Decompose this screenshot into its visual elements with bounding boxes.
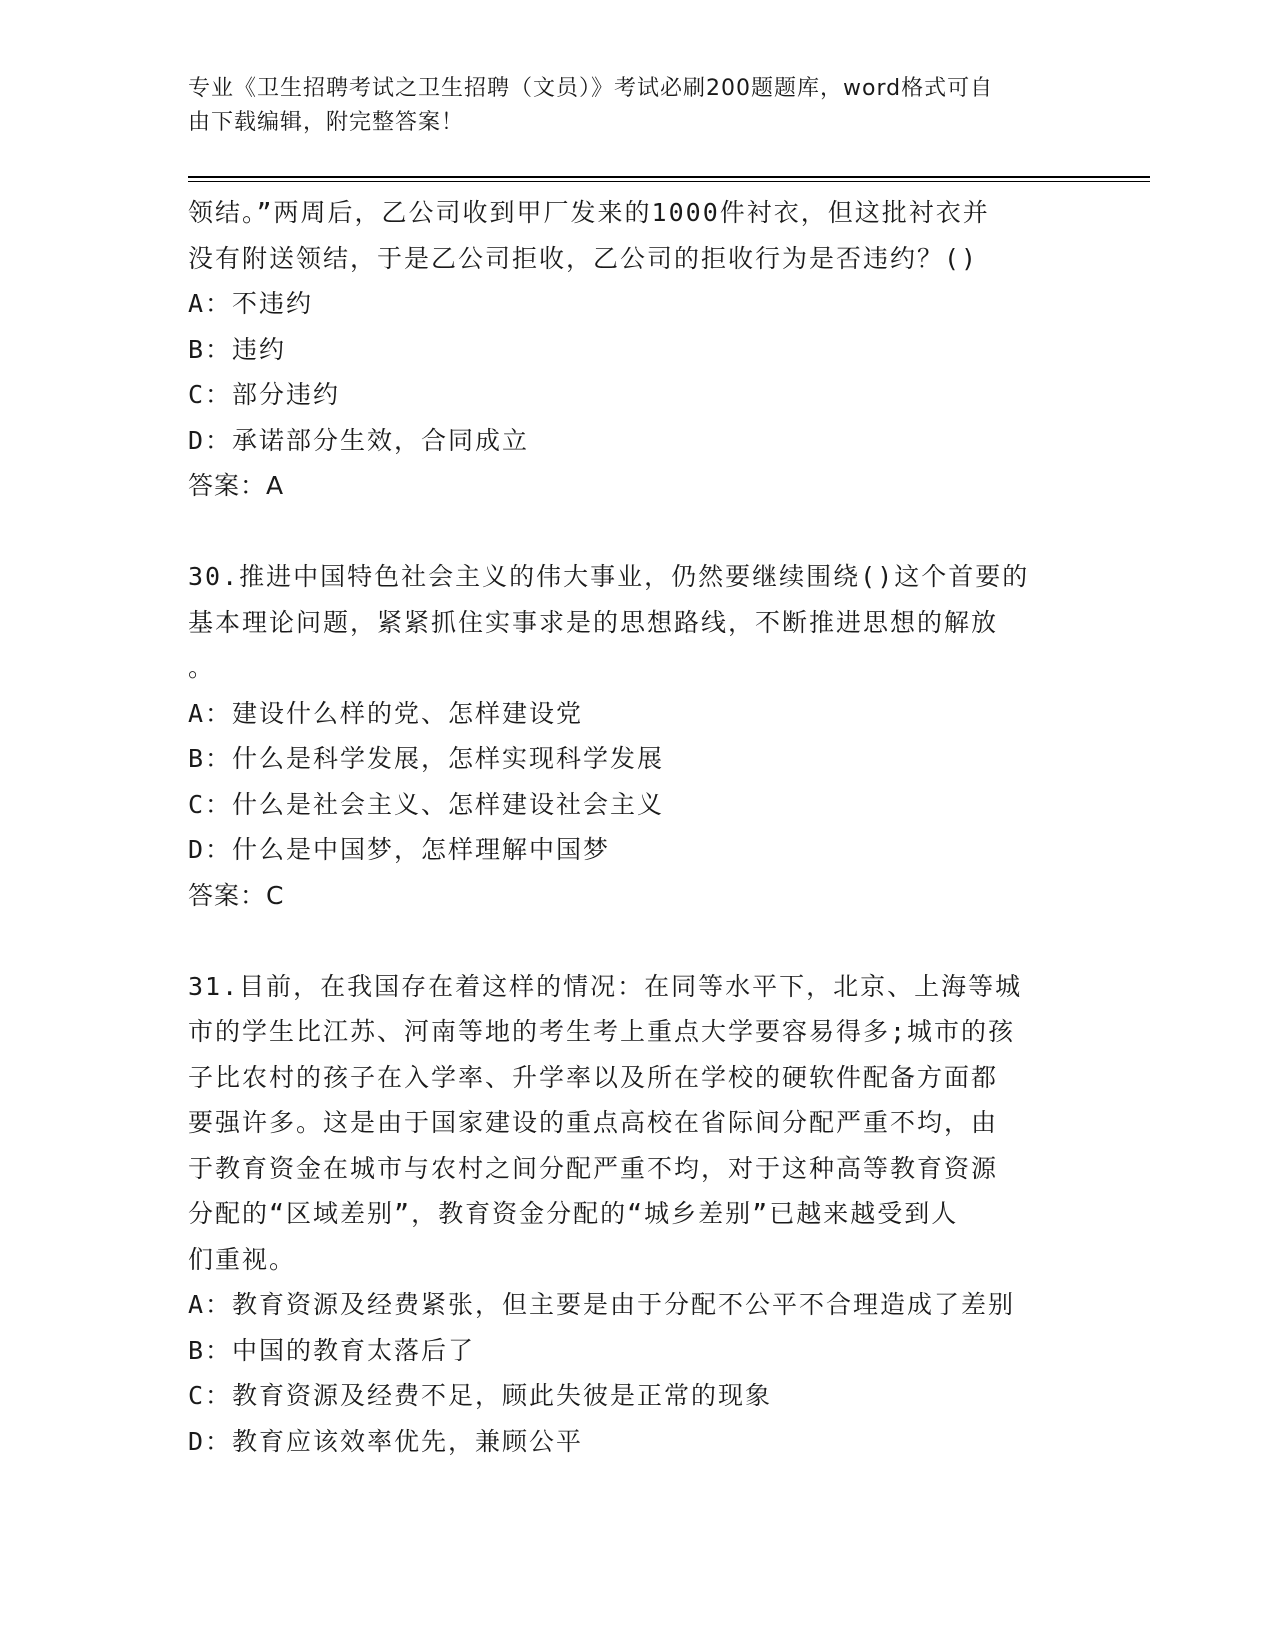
option-d: D：承诺部分生效，合同成立 [188,425,530,455]
question-text-line: 30.推进中国特色社会主义的伟大事业，仍然要继续围绕()这个首要的 [188,562,1030,591]
header-title-line-2: 由下载编辑，附完整答案！ [188,110,465,135]
question-text-line: 们重视。 [188,1244,297,1274]
option-c: C：部分违约 [188,380,341,409]
document-body [188,190,1078,1464]
option-c: C：什么是社会主义、怎样建设社会主义 [188,789,665,819]
question-text-line: 领结。”两周后，乙公司收到甲厂发来的1000件衬衣，但这批衬衣并 [188,198,990,227]
question-text-line: 子比农村的孩子在入学率、升学率以及所在学校的硬软件配备方面都 [188,1062,999,1092]
question-text-line: 。 [188,653,216,682]
spacer [188,918,1078,964]
question-text-line: 市的学生比江苏、河南等地的考生考上重点大学要容易得多;城市的孩 [188,1017,1016,1046]
header-title-line-1: 专业《卫生招聘考试之卫生招聘（文员）》考试必刷200题题库，word格式可自 [188,76,994,101]
option-a: A：建设什么样的党、怎样建设党 [188,698,584,728]
question-30 [188,554,1078,918]
option-a: A：教育资源及经费紧张，但主要是由于分配不公平不合理造成了差别 [188,1290,1016,1319]
option-d: D：什么是中国梦，怎样理解中国梦 [188,835,611,864]
option-b: B：违约 [188,334,287,364]
option-a: A：不违约 [188,289,314,318]
option-c: C：教育资源及经费不足，顾此失彼是正常的现象 [188,1381,773,1410]
question-text-line: 没有附送领结，于是乙公司拒收，乙公司的拒收行为是否违约？() [188,243,979,273]
question-text-line: 基本理论问题，紧紧抓住实事求是的思想路线，不断推进思想的解放 [188,607,999,637]
answer-label: 答案：C [188,880,285,910]
document-header [188,72,1068,140]
spacer [188,509,1078,555]
header-rule-thin [188,181,1150,182]
question-text-line: 31.目前，在我国存在着这样的情况：在同等水平下，北京、上海等城 [188,971,1023,1001]
option-d: D：教育应该效率优先，兼顾公平 [188,1426,584,1456]
question-text-line: 于教育资金在城市与农村之间分配严重不均，对于这种高等教育资源 [188,1153,999,1183]
option-b: B：中国的教育太落后了 [188,1335,476,1365]
question-text-line: 分配的“区域差别”，教育资金分配的“城乡差别”已越来越受到人 [188,1199,959,1228]
answer-label: 答案：A [188,471,285,500]
header-rule-thick [188,176,1150,178]
option-b: B：什么是科学发展，怎样实现科学发展 [188,744,665,773]
question-31 [188,964,1078,1465]
question-text-line: 要强许多。这是由于国家建设的重点高校在省际间分配严重不均，由 [188,1108,999,1137]
question-29 [188,190,1078,509]
